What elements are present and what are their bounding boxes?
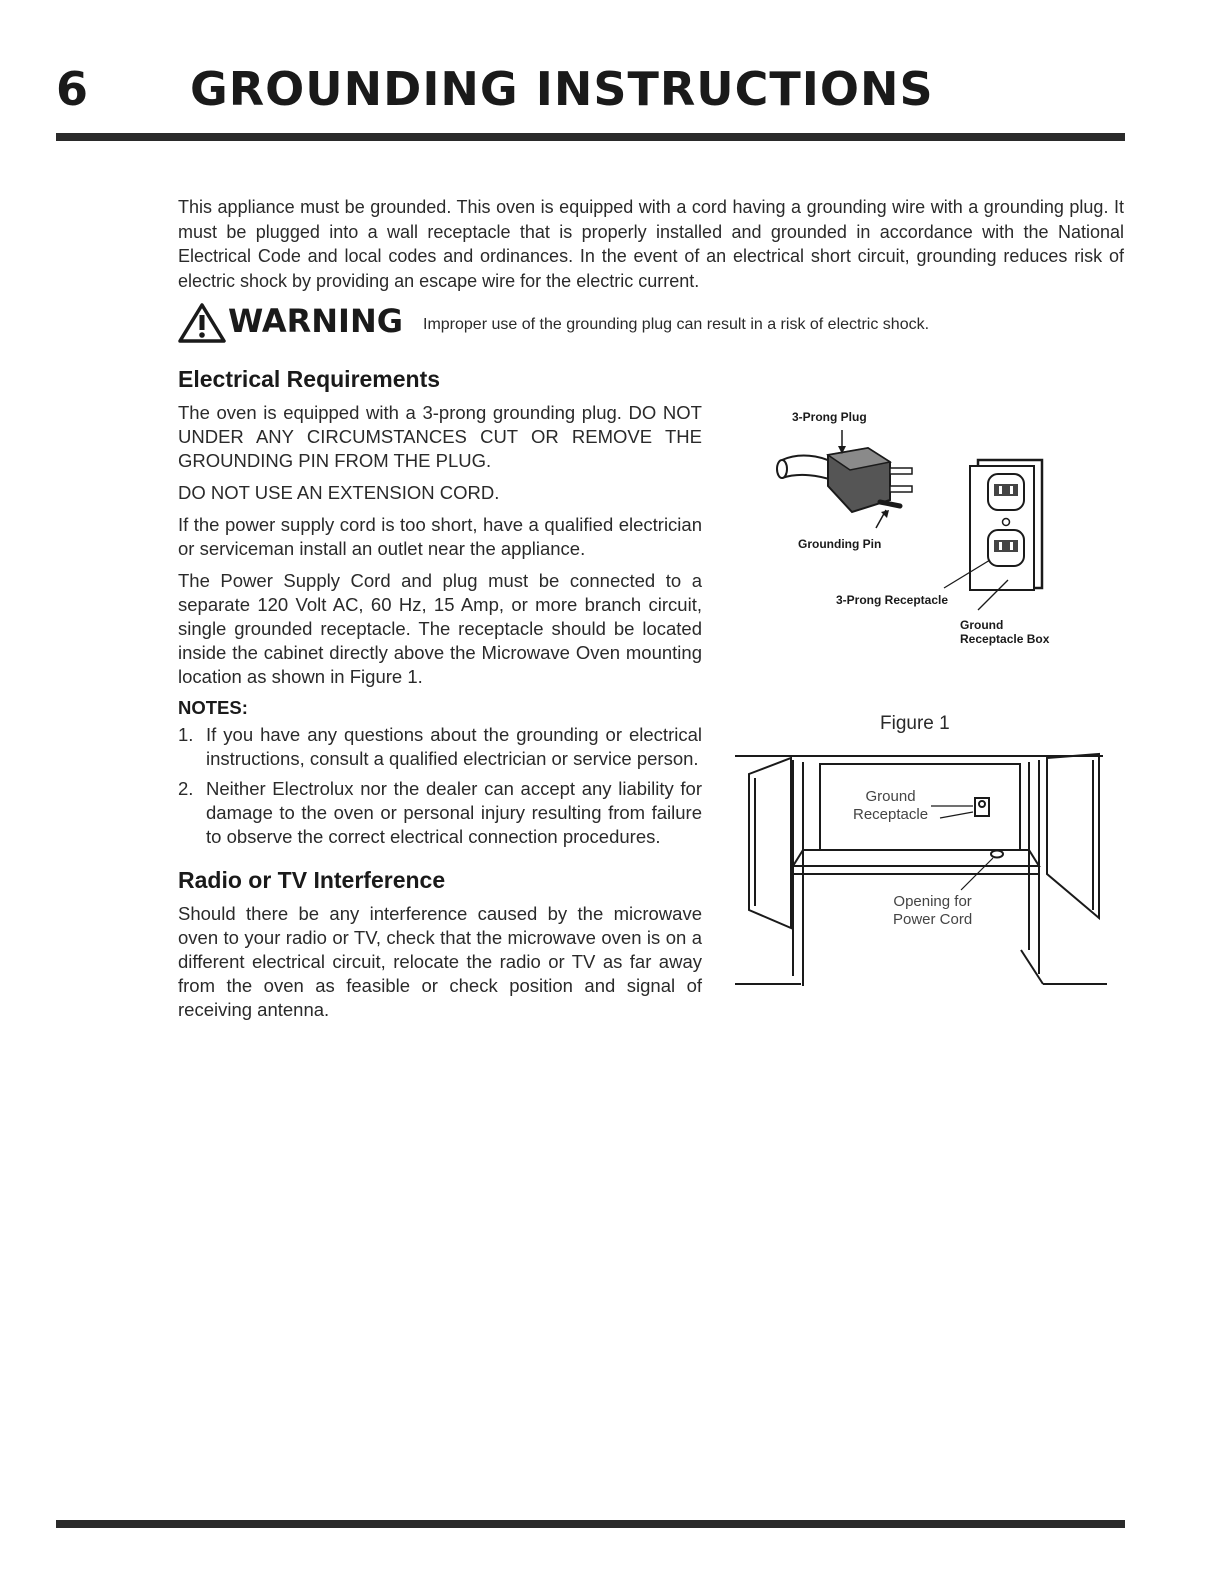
- ground-receptacle-line-2: Receptacle: [853, 806, 929, 823]
- electrical-paragraph-1: The oven is equipped with a 3-prong grounding plug. DO NOT UNDER ANY CIRCUMSTANCES CUT OR REMOVE THE GROUNDING PIN FROM THE PLUG.: [178, 402, 702, 471]
- radio-paragraph: Should there be any interference caused by the microwave oven to your radio or TV, check that the microwave oven is on a different electrical circuit, relocate the radio or TV as far away from the oven as feasible or check position and signal of receiving antenna.: [178, 903, 702, 1020]
- figure-caption: Figure 1: [880, 713, 950, 734]
- ground-box-line-2: Receptacle Box: [960, 632, 1050, 646]
- opening-line-1: Opening for: [893, 893, 972, 910]
- plug-illustration: [740, 400, 1120, 680]
- warning-row: [178, 302, 1124, 342]
- list-item: [178, 777, 702, 849]
- page-number: 6: [56, 62, 89, 116]
- notes-list: [178, 723, 702, 849]
- cabinet-diagram: [735, 750, 1110, 990]
- list-item: [178, 723, 702, 771]
- power-cord-opening-label: [893, 893, 972, 929]
- bottom-divider: [56, 1520, 1125, 1528]
- note-number: 2.: [178, 778, 194, 799]
- electrical-paragraph-4: The Power Supply Cord and plug must be connected to a separate 120 Volt AC, 60 Hz, 15 Amp, or more branch circuit, single grounded receptacle. The receptacle should be located inside the cabinet directly above the Microwave Oven mounting location as shown in Figure 1.: [178, 570, 702, 687]
- cabinet-illustration: [735, 750, 1110, 990]
- page-title: GROUNDING INSTRUCTIONS: [190, 62, 934, 116]
- note-text: Neither Electrolux nor the dealer can accept any liability for damage to the oven or personal injury resulting from failure to observe the correct electrical connection procedures.: [206, 778, 702, 847]
- notes-heading: NOTES:: [178, 697, 248, 718]
- warning-text: Improper use of the grounding plug can result in a risk of electric shock.: [423, 316, 930, 333]
- plug-label: 3-Prong Plug: [792, 410, 867, 424]
- left-column: [178, 366, 702, 1030]
- ground-box-line-1: Ground: [960, 618, 1004, 632]
- radio-heading: Radio or TV Interference: [178, 867, 446, 893]
- warning-label: WARNING: [228, 302, 403, 340]
- warning-triangle-icon: [178, 302, 226, 344]
- ground-receptacle-label: [853, 788, 928, 824]
- receptacle-label: 3-Prong Receptacle: [836, 593, 949, 607]
- note-number: 1.: [178, 724, 194, 745]
- ground-box-label: [960, 618, 1049, 646]
- top-divider: [56, 133, 1125, 141]
- ground-receptacle-line-1: Ground: [865, 788, 916, 805]
- grounding-pin-label: Grounding Pin: [798, 537, 882, 551]
- intro-paragraph: This appliance must be grounded. This oven is equipped with a cord having a grounding wire with a grounding plug. It must be plugged into a wall receptacle that is properly installed and grounded in accordance with the National Electrical Code and local codes and ordinances. In the event of an electrical short circuit, grounding reduces risk of electric shock by providing an escape wire for the electric current.: [178, 197, 1124, 291]
- plug-diagram: [740, 400, 1120, 680]
- electrical-paragraph-2: DO NOT USE AN EXTENSION CORD.: [178, 482, 500, 503]
- opening-line-2: Power Cord: [893, 911, 973, 928]
- electrical-paragraph-3: If the power supply cord is too short, have a qualified electrician or serviceman install an outlet near the appliance.: [178, 514, 702, 559]
- electrical-heading: Electrical Requirements: [178, 366, 441, 392]
- note-text: If you have any questions about the grounding or electrical instructions, consult a qualified electrician or service person.: [206, 724, 702, 769]
